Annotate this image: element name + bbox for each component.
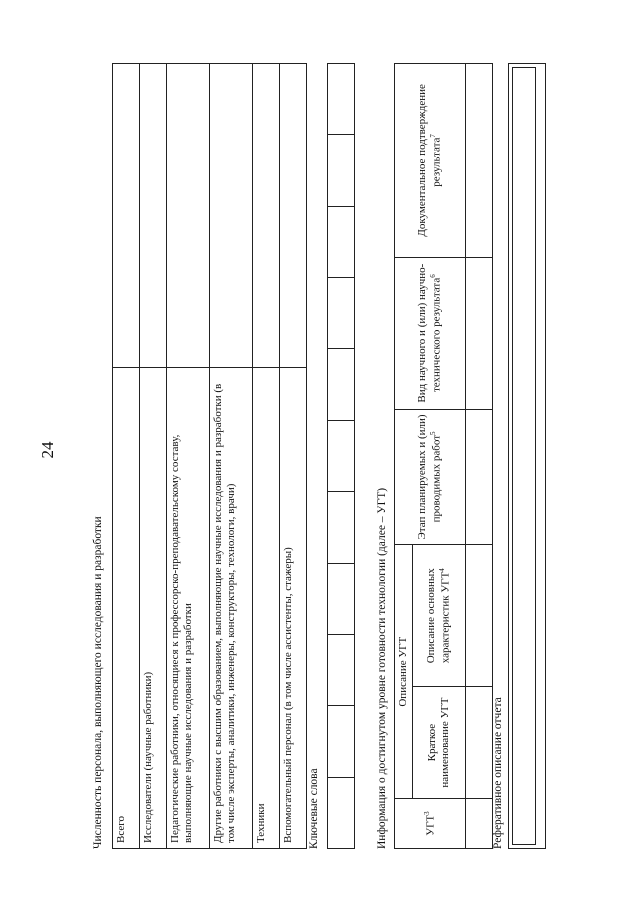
personnel-row-label: Вспомогательный персонал (в том числе ассистенты, стажеры) [280,368,307,849]
personnel-row-label: Всего [113,368,140,849]
keyword-cell[interactable] [328,634,355,705]
table-row [140,64,167,849]
keyword-cell[interactable] [328,64,355,135]
abstract-cell [509,64,546,849]
keyword-cell[interactable] [328,135,355,206]
table-row [253,64,280,849]
ugt-description-header: Описание УГТ [395,545,413,799]
personnel-value-cell[interactable] [280,64,307,368]
table-row [466,64,493,849]
ugt-header: УГТ$^3$ [395,799,466,849]
keyword-cell[interactable] [328,420,355,491]
result-type-cell[interactable] [466,257,493,409]
ugt-table [394,63,493,849]
keyword-cell[interactable] [328,777,355,848]
stage-cell[interactable] [466,409,493,545]
confirmation-cell[interactable] [466,64,493,258]
personnel-caption: Численность персонала, выполняющего исследования и разработки [92,516,104,849]
table-row [509,64,546,849]
keyword-cell[interactable] [328,278,355,349]
table-row [280,64,307,849]
confirmation-header: Документальное подтверждение результата$^7$ [395,64,466,258]
table-row [210,64,253,849]
ugt-caption: Информация о достигнутом уровне готовности технологии (далее – УГТ) [376,487,388,849]
personnel-row-label: Техники [253,368,280,849]
abstract-input[interactable] [512,67,536,845]
personnel-value-cell[interactable] [167,64,210,368]
personnel-table [112,63,307,849]
keyword-cell[interactable] [328,706,355,777]
personnel-value-cell[interactable] [210,64,253,368]
short-name-cell[interactable] [466,687,493,799]
result-type-header: Вид научного и (или) научно-технического результата$^6$ [395,257,466,409]
table-row [113,64,140,849]
abstract-caption: Реферативное описание отчета [492,697,504,849]
table-row [167,64,210,849]
abstract-table [508,63,546,849]
short-name-header: Краткое наименование УГТ [413,687,466,799]
keywords-caption: Ключевые слова [308,768,320,849]
keywords-table [327,63,355,849]
table-row [328,64,355,849]
stage-header: Этап планируемых и (или) проводимых работ$^5$ [395,409,466,545]
page-number: 24 [38,441,57,459]
keyword-cell[interactable] [328,349,355,420]
table-row [395,64,413,849]
keyword-cell[interactable] [328,206,355,277]
keyword-cell[interactable] [328,492,355,563]
personnel-value-cell[interactable] [140,64,167,368]
keyword-cell[interactable] [328,563,355,634]
personnel-row-label: Исследователи (научные работники) [140,368,167,849]
characteristics-cell[interactable] [466,545,493,687]
ugt-cell[interactable] [466,799,493,849]
personnel-value-cell[interactable] [253,64,280,368]
personnel-value-cell[interactable] [113,64,140,368]
characteristics-header: Описание основных характеристик УГТ$^4$ [413,545,466,687]
personnel-row-label: Другие работники с высшим образованием, выполняющие научные исследования и разработки (в том числе эксперты, аналитики, инженеры, конструкторы, технологи, врачи) [210,368,253,849]
personnel-row-label: Педагогические работники, относящиеся к профессорско-преподавательскому составу, выполняющие научные исследования и разработки [167,368,210,849]
